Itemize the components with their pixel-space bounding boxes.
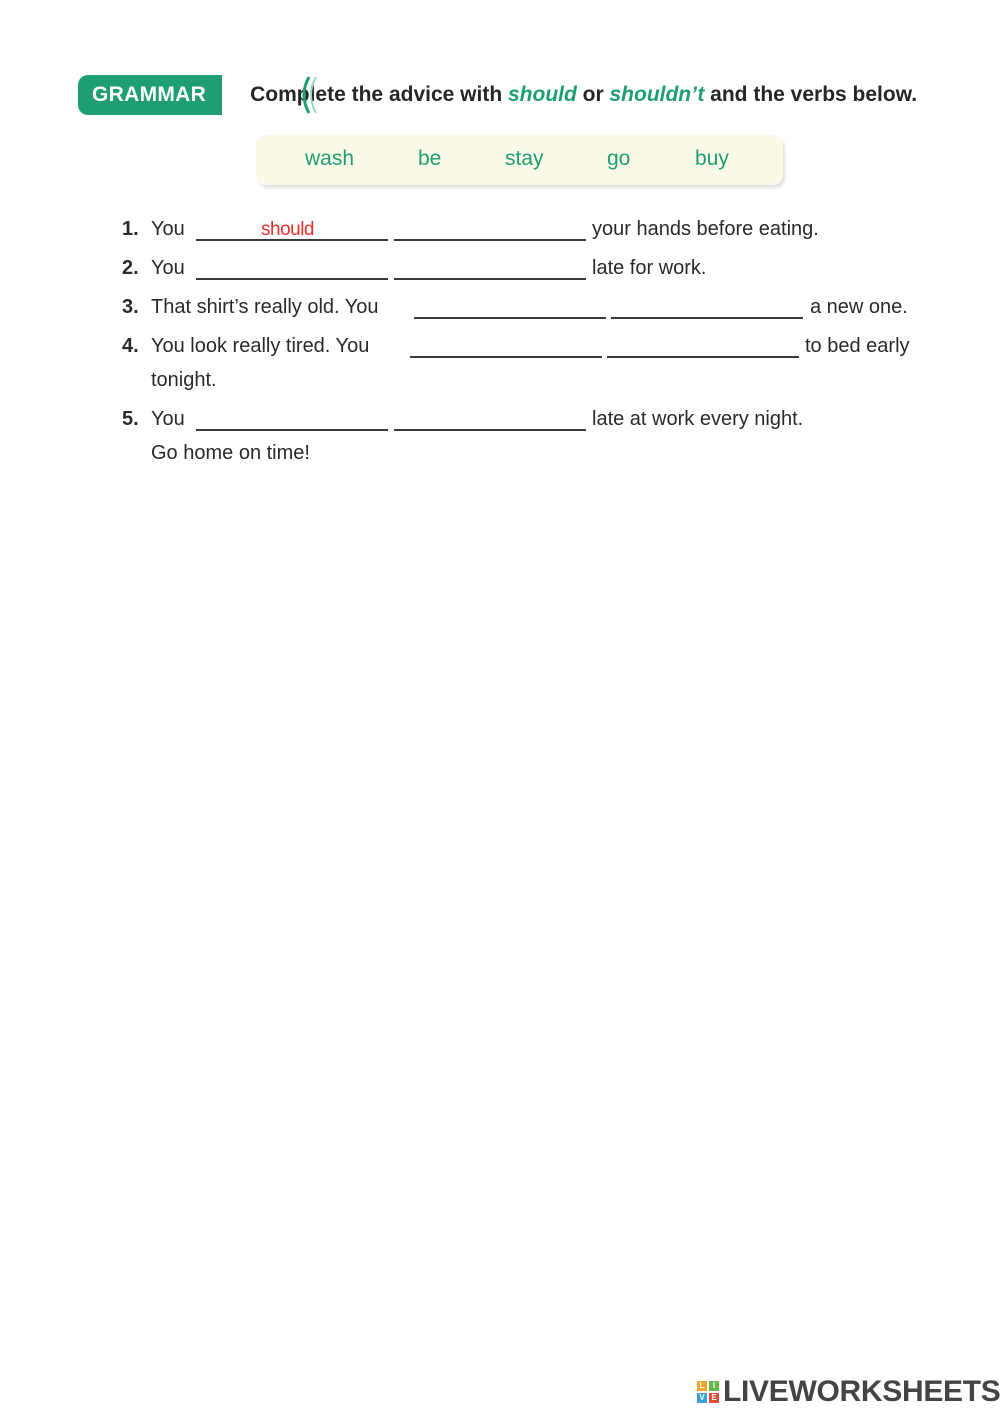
word-bank-item: be — [418, 147, 442, 170]
answer-blank[interactable] — [414, 317, 606, 319]
logo-letter: L — [697, 1381, 707, 1391]
word-bank-item: stay — [505, 147, 544, 170]
question-number: 1. — [122, 218, 139, 240]
word-bank-item: wash — [305, 147, 355, 170]
question-text-continued: tonight. — [151, 369, 217, 391]
answer-blank[interactable] — [394, 278, 586, 280]
answer-blank[interactable] — [196, 278, 388, 280]
filled-answer[interactable]: should — [261, 219, 314, 240]
question-number: 5. — [122, 408, 139, 430]
question-text-end: your hands before eating. — [592, 218, 819, 240]
question-text-end: to bed early — [805, 335, 910, 357]
question-text: You — [151, 408, 185, 430]
answer-blank[interactable] — [394, 429, 586, 431]
question-text-end: a new one. — [810, 296, 908, 318]
question-text-continued: Go home on time! — [151, 442, 310, 464]
answer-blank[interactable] — [611, 317, 803, 319]
answer-blank[interactable] — [394, 239, 586, 241]
logo-letter: V — [697, 1393, 707, 1403]
question-number: 3. — [122, 296, 139, 318]
logo-letter: I — [709, 1381, 719, 1391]
answer-blank[interactable] — [410, 356, 602, 358]
instruction-suffix: and the verbs below. — [704, 83, 918, 106]
question-text-end: late at work every night. — [592, 408, 804, 430]
liveworksheets-logo — [697, 1375, 1000, 1409]
answer-blank[interactable] — [196, 429, 388, 431]
keyword-should: should — [507, 83, 577, 106]
question-text: You — [151, 257, 185, 279]
question-text: That shirt’s really old. You — [151, 296, 379, 318]
brand-name: LIVEWORKSHEETS — [723, 1375, 1000, 1408]
question-number: 4. — [122, 335, 139, 357]
keyword-shouldnt: shouldn’t — [609, 83, 705, 106]
word-bank-item: go — [607, 147, 631, 170]
question-text-end: late for work. — [592, 257, 707, 279]
liveworksheets-icon — [697, 1381, 719, 1403]
instruction-mid: or — [576, 83, 610, 106]
instruction-prefix: Complete the advice with — [250, 83, 508, 106]
exercise-header — [78, 75, 917, 115]
question-text: You look really tired. You — [151, 335, 370, 357]
word-bank — [256, 135, 783, 185]
question-number: 2. — [122, 257, 139, 279]
question-text: You — [151, 218, 185, 240]
grammar-badge: GRAMMAR — [78, 75, 222, 115]
bracket-decoration-icon — [297, 75, 323, 115]
logo-letter: E — [709, 1393, 719, 1403]
answer-blank[interactable] — [607, 356, 799, 358]
word-bank-item: buy — [695, 147, 729, 170]
instruction-text — [250, 83, 917, 107]
